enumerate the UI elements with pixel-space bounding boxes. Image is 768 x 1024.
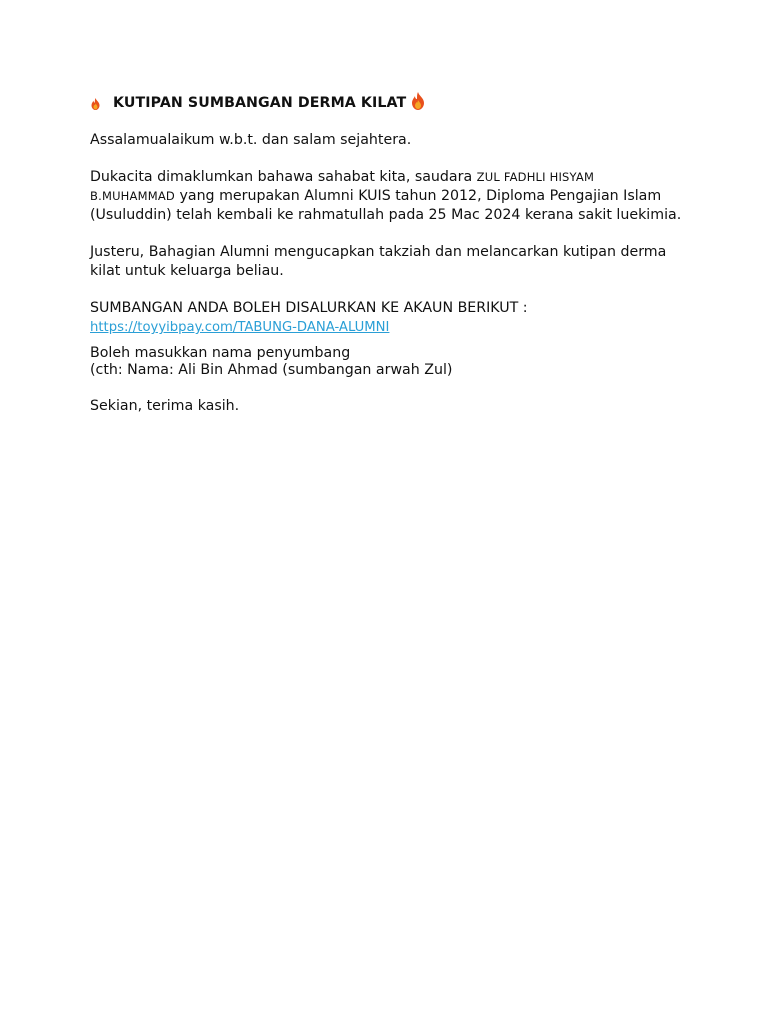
title-row [90, 91, 690, 115]
condolence-paragraph: Justeru, Bahagian Alumni mengucapkan takziah dan melancarkan kutipan derma kilat untuk keluarga beliau. [90, 244, 667, 279]
note-line-2: (cth: Nama: Ali Bin Ahmad (sumbangan arwah Zul) [90, 362, 453, 378]
deceased-name-line2: B.MUHAMMAD [90, 189, 175, 203]
announcement-intro: Dukacita dimaklumkan bahawa sahabat kita, saudara [90, 169, 477, 185]
fire-icon [90, 98, 101, 110]
account-heading: SUMBANGAN ANDA BOLEH DISALURKAN KE AKAUN BERIKUT : [90, 300, 528, 316]
document-title: KUTIPAN SUMBANGAN DERMA KILAT [113, 94, 407, 111]
announcement-paragraph [90, 168, 690, 225]
donation-link[interactable]: https://toyyibpay.com/TABUNG-DANA-ALUMNI [90, 320, 390, 335]
fire-icon [410, 92, 426, 110]
announcement-details: yang merupakan Alumni KUIS tahun 2012, Diploma Pengajian Islam (Usuluddin) telah kembali ke rahmatullah pada 25 Mac 2024 kerana sakit luekimia. [90, 188, 682, 223]
note-line-1: Boleh masukkan nama penyumbang [90, 345, 351, 361]
greeting: Assalamualaikum w.b.t. dan salam sejahtera. [90, 132, 412, 148]
deceased-name-line1: ZUL FADHLI HISYAM [476, 170, 595, 184]
closing-line: Sekian, terima kasih. [90, 398, 240, 414]
document-body [90, 91, 690, 416]
